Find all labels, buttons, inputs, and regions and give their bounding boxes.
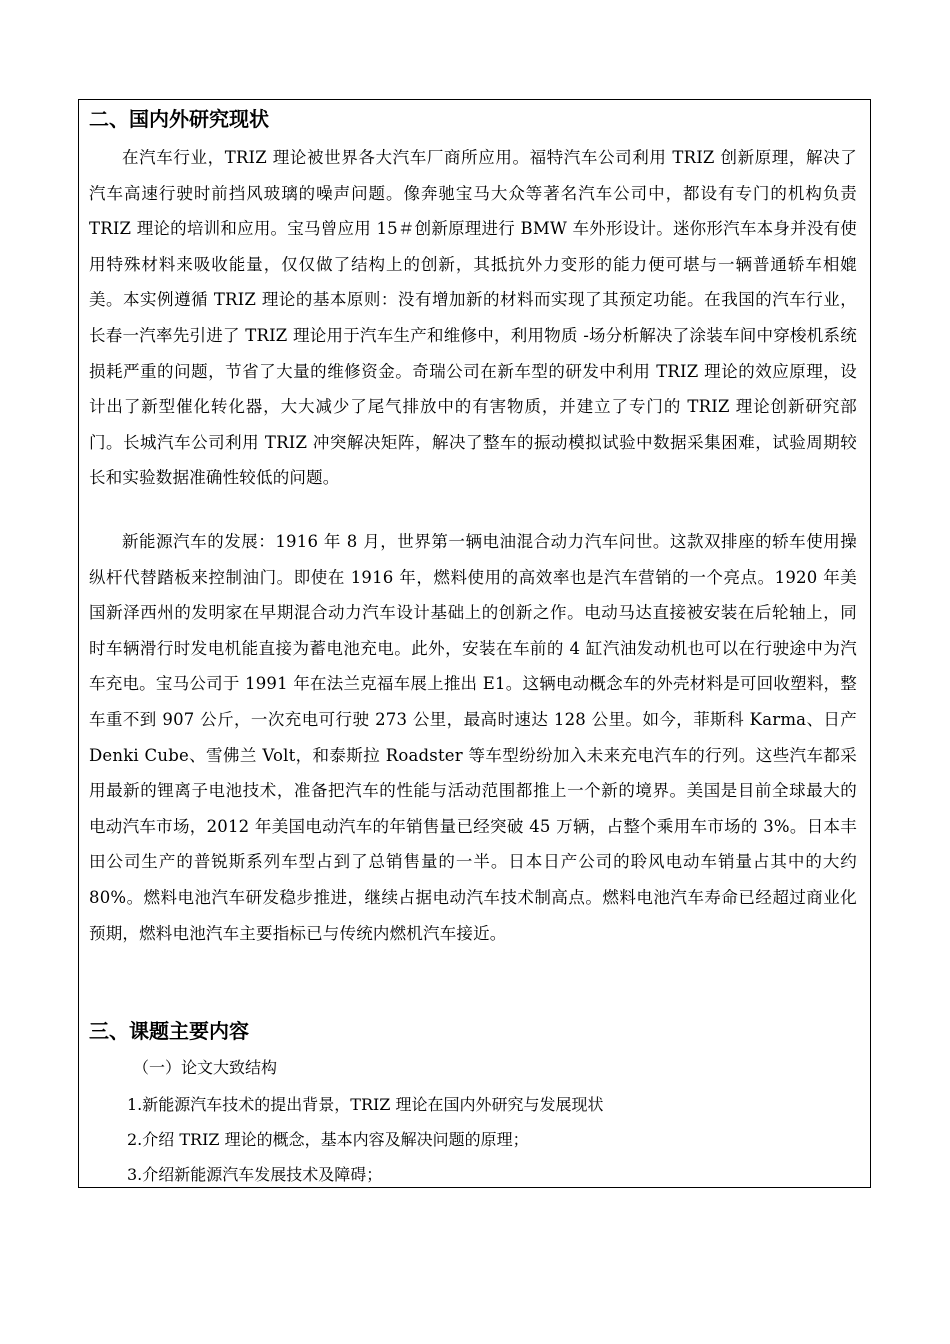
section-2-heading: 二、国内外研究现状 (89, 107, 269, 131)
content-table-cell (78, 99, 871, 1188)
section-3-subheading: （一）论文大致结构 (133, 1058, 278, 1077)
list-item: 3.介绍新能源汽车发展技术及障碍； (127, 1165, 383, 1184)
section-3-heading: 三、课题主要内容 (89, 1019, 249, 1043)
section-2-paragraph-1: 在汽车行业，TRIZ 理论被世界各大汽车厂商所应用。福特汽车公司利用 TRIZ 创新原理，解决了汽车高速行驶时前挡风玻璃的噪声问题。像奔驰宝马大众等著名汽车公司中，都设有专门的机构负责 TRIZ 理论的培训和应用。宝马曾应用 15＃创新原理进行 BMW 车外形设计。迷你形汽车本身并没有使用特殊材料来吸收能量，仅仅做了结构上的创新，其抵抗外力变形的能力便可堪与一辆普通轿车相媲美。本实例遵循 TRIZ 理论的基本原则：没有增加新的材料而实现了其预定功能。在我国的汽车行业，长春一汽率先引进了 TRIZ 理论用于汽车生产和维修中，利用物质 -场分析解决了涂装车间中穿梭机系统损耗严重的问题，节省了大量的维修资金。奇瑞公司在新车型的研发中利用 TRIZ 理论的效应原理，设计出了新型催化转化器，大大减少了尾气排放中的有害物质，并建立了专门的 TRIZ 理论创新研究部门。长城汽车公司利用 TRIZ 冲突解决矩阵，解决了整车的振动模拟试验中数据采集困难，试验周期较长和实验数据准确性较低的问题。 (89, 148, 857, 488)
list-item: 2.介绍 TRIZ 理论的概念，基本内容及解决问题的原理； (127, 1130, 529, 1149)
section-2-paragraph-2: 新能源汽车的发展：1916 年 8 月，世界第一辆电油混合动力汽车问世。这款双排座的轿车使用操纵杆代替踏板来控制油门。即使在 1916 年，燃料使用的高效率也是汽车营销的一个亮点。1920 年美国新泽西州的发明家在早期混合动力汽车设计基础上的创新之作。电动马达直接被安装在后轮轴上，同时车辆滑行时发电机能直接为蓄电池充电。此外，安装在车前的 4 缸汽油发动机也可以在行驶途中为汽车充电。宝马公司于 1991 年在法兰克福车展上推出 E1。这辆电动概念车的外壳材料是可回收塑料，整车重不到 907 公斤，一次充电可行驶 273 公里，最高时速达 128 公里。如今，菲斯科 Karma、日产 Denki Cube、雪佛兰 Volt，和泰斯拉 Roadster 等车型纷纷加入未来充电汽车的行列。这些汽车都采用最新的锂离子电池技术，准备把汽车的性能与活动范围都推上一个新的境界。美国是目前全球最大的电动汽车市场，2012 年美国电动汽车的年销售量已经突破 45 万辆，占整个乘用车市场的 3%。日本丰田公司生产的普锐斯系列车型占到了总销售量的一半。日本日产公司的聆风电动车销量占其中的大约 80%。燃料电池汽车研发稳步推进，继续占据电动汽车技术制高点。燃料电池汽车寿命已经超过商业化预期，燃料电池汽车主要指标已与传统内燃机汽车接近。 (89, 532, 857, 943)
list-item: 1.新能源汽车技术的提出背景，TRIZ 理论在国内外研究与发展现状 (127, 1095, 604, 1114)
